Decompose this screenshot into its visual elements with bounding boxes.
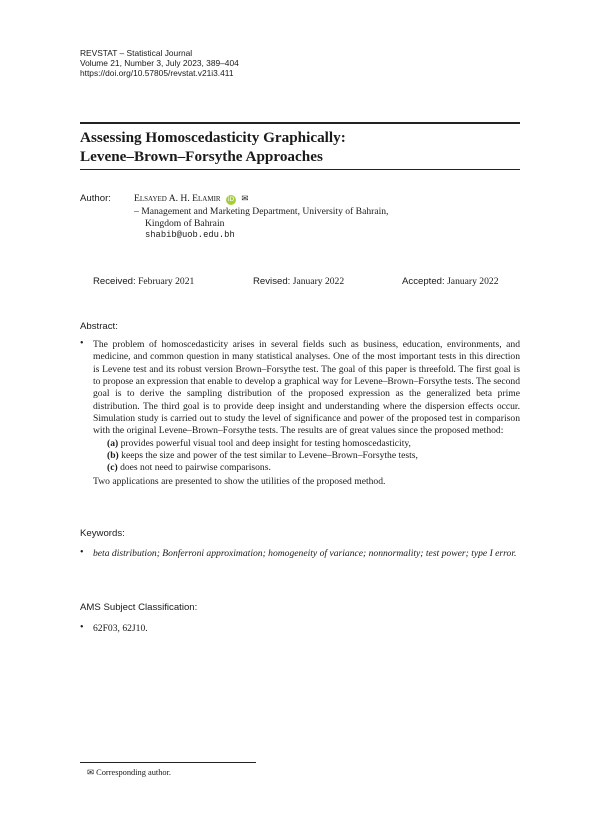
accepted-label: Accepted: xyxy=(402,276,445,287)
abstract-list xyxy=(107,438,520,475)
received-label: Received: xyxy=(93,276,136,287)
author-email[interactable]: shabib@uob.edu.bh xyxy=(145,230,235,240)
keywords-text: beta distribution; Bonferroni approximation; homogeneity of variance; nonnormality; test power; type I error. xyxy=(93,548,517,559)
list-item: (a) provides powerful visual tool and deep insight for testing homoscedasticity, xyxy=(107,437,411,449)
title-line-2: Levene–Brown–Forsythe Approaches xyxy=(80,148,323,165)
affiliation-line-2: Kingdom of Bahrain xyxy=(145,218,225,229)
footnote xyxy=(87,767,171,777)
abstract-bullet: • xyxy=(80,338,84,349)
author-block xyxy=(134,193,249,205)
author-name: Elsayed A. H. Elamir xyxy=(134,193,221,204)
journal-name: REVSTAT – Statistical Journal xyxy=(80,48,193,58)
abstract-heading: Abstract: xyxy=(80,321,118,332)
ams-heading: AMS Subject Classification: xyxy=(80,602,198,613)
accepted-date xyxy=(402,276,499,287)
list-item: (c) does not need to pairwise comparisons. xyxy=(107,462,271,474)
journal-volume: Volume 21, Number 3, July 2023, 389–404 xyxy=(80,58,239,69)
received-date xyxy=(93,276,194,287)
footnote-text: Corresponding author. xyxy=(96,768,172,777)
title-top-rule xyxy=(80,122,520,124)
affiliation-line-1: Management and Marketing Department, University of Bahrain, xyxy=(141,206,389,217)
abstract-closing: Two applications are presented to show the utilities of the proposed method. xyxy=(93,475,386,487)
journal-doi[interactable]: https://doi.org/10.57805/revstat.v21i3.411 xyxy=(80,68,234,79)
title-line-1: Assessing Homoscedasticity Graphically: xyxy=(80,129,346,146)
footnote-rule xyxy=(80,762,256,763)
keywords-bullet: • xyxy=(80,547,84,558)
revised-date xyxy=(253,276,344,287)
title-bottom-rule xyxy=(80,169,520,170)
paper-title xyxy=(80,128,520,166)
orcid-icon[interactable]: iD xyxy=(227,196,235,203)
affiliation-dash: – xyxy=(134,206,139,217)
envelope-icon: ✉ xyxy=(241,193,249,203)
abstract-body xyxy=(93,339,520,488)
ams-bullet: • xyxy=(80,622,84,633)
ams-codes: 62F03, 62J10. xyxy=(93,623,148,634)
received-value: February 2021 xyxy=(138,276,195,287)
keywords-heading: Keywords: xyxy=(80,528,125,539)
author-label: Author: xyxy=(80,193,111,204)
envelope-icon: ✉ xyxy=(87,768,95,777)
journal-header xyxy=(80,48,239,79)
revised-value: January 2022 xyxy=(292,276,345,287)
author-affiliation xyxy=(134,206,388,230)
abstract-text: The problem of homoscedasticity arises in several fields such as business, education, environments, and medicine, and common question in many statistical analyses. One of the most important tests in this direction is Levene test and its robust version Brown–Forsythe test. The goal of this paper is threefold. The first goal is to propose an expression that enable to develop a graphical way for Levene–Brown–Forsythe tests. The second goal is to derive the sampling distribution of the proposed expression as the generalized beta prime distribution. The third goal is to provide deep insight and understanding where the dispersion effects occur. Simulation study is carried out to study the level of significance and power of the proposed test in comparison with the original Levene–Brown–Forsythe tests. The results are of great values since the proposed method: xyxy=(93,339,520,437)
revised-label: Revised: xyxy=(253,276,291,287)
accepted-value: January 2022 xyxy=(447,276,499,287)
list-item: (b) keeps the size and power of the test similar to Levene–Brown–Forsythe tests, xyxy=(107,450,418,462)
